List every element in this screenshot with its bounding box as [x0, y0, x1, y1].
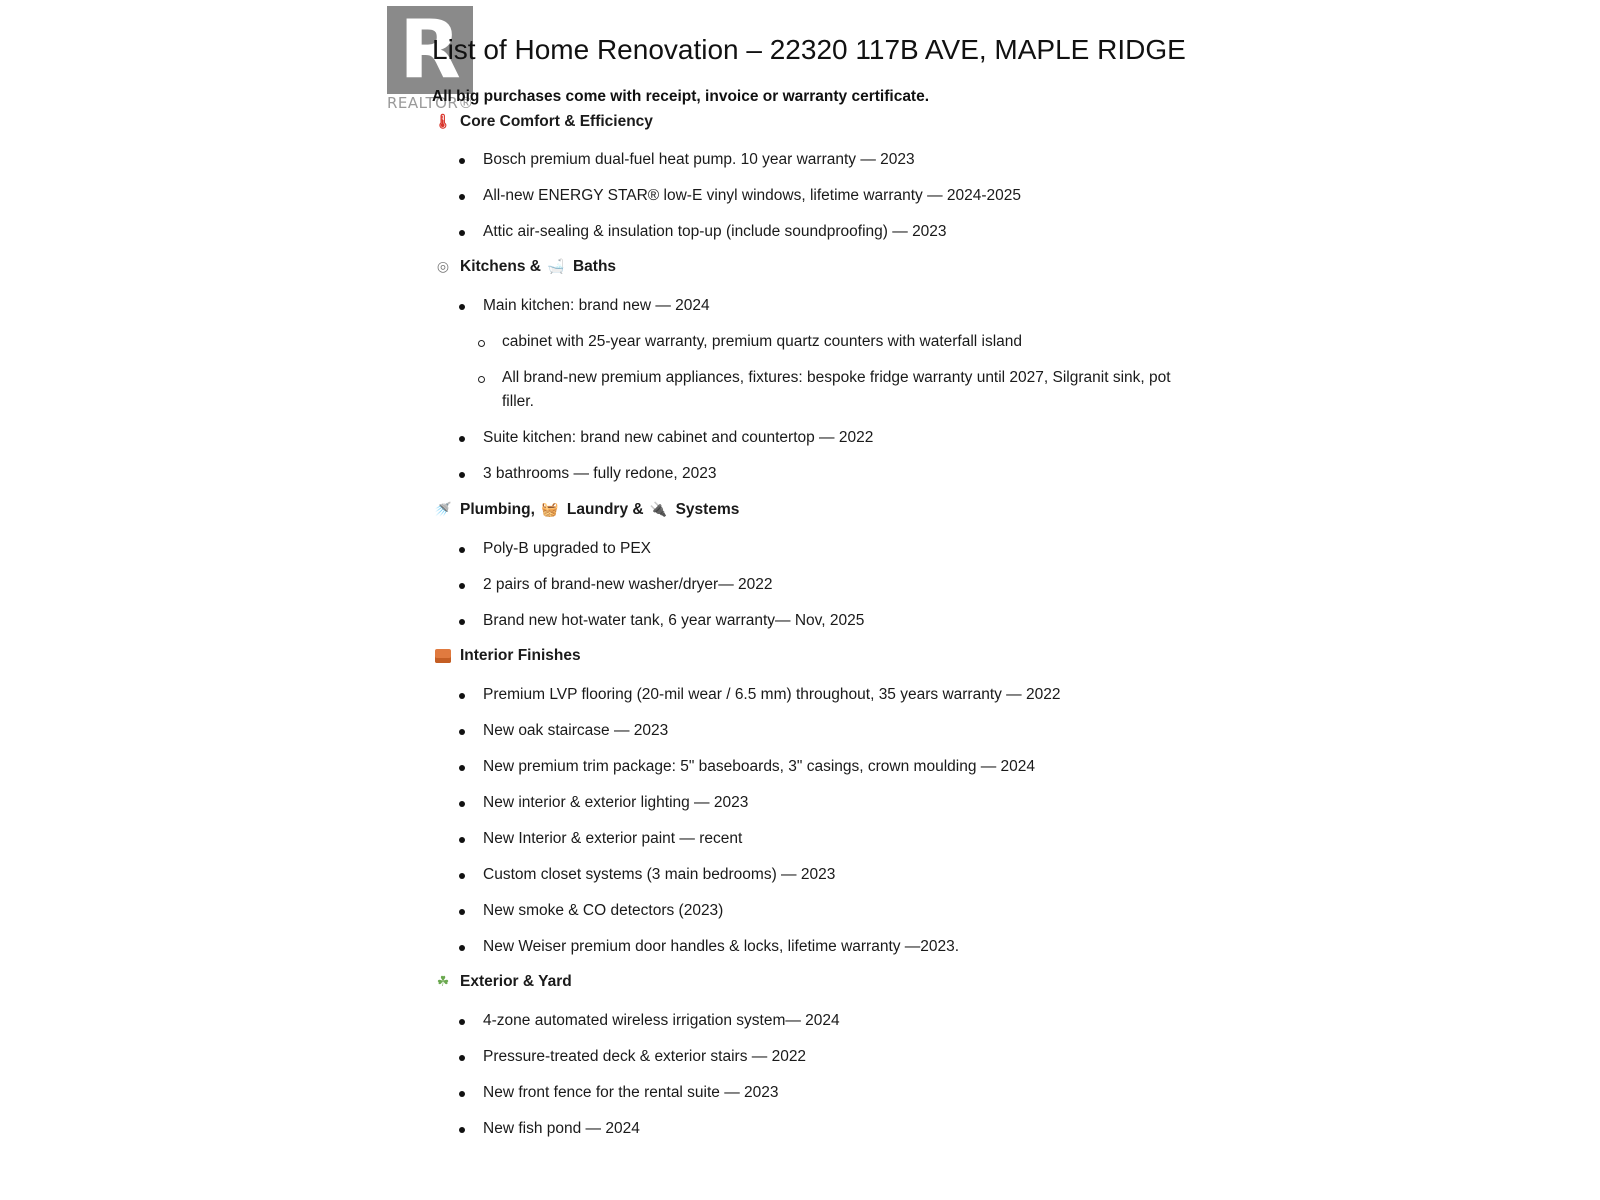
section-heading-kitchens	[434, 258, 616, 276]
sub-list-item: All brand-new premium appliances, fixtures: bespoke fridge warranty until 2027, Silgranit sink, pot filler.	[478, 366, 1178, 414]
section-heading-text: Laundry &	[566, 501, 644, 518]
logo-word: REALTOR®	[387, 94, 474, 112]
section-heading-text: Plumbing,	[460, 501, 535, 518]
logo-letter: R	[399, 3, 461, 96]
section-heading-comfort	[434, 113, 653, 131]
section-heading-exterior	[434, 973, 572, 991]
section-heading-text: Systems	[675, 501, 740, 518]
section-heading-text: Interior Finishes	[460, 647, 581, 664]
basket-icon: 🧺	[541, 502, 559, 518]
section-heading-plumbing	[434, 501, 739, 519]
shower-icon: 🚿	[434, 502, 452, 518]
plug-icon: 🔌	[649, 502, 668, 518]
sub-list-item: cabinet with 25-year warranty, premium quartz counters with waterfall island	[478, 330, 1178, 354]
brick-icon	[434, 648, 452, 664]
section-heading-text: Exterior & Yard	[460, 973, 572, 990]
page-title: List of Home Renovation – 22320 117B AVE, MAPLE RIDGE	[432, 34, 1186, 65]
section-heading-text: Baths	[572, 258, 617, 275]
section-heading-interior	[434, 647, 581, 665]
bathtub-icon: 🛁	[547, 259, 565, 275]
herb-icon: ☘	[436, 974, 450, 990]
plate-icon: ◎	[436, 259, 450, 275]
section-heading-text: Kitchens &	[460, 258, 541, 275]
section-heading-text: Core Comfort & Efficiency	[460, 113, 653, 130]
document-page: R REALTOR® List of Home Renovation – 22320 117B AVE, MAPLE RIDGE All big purchases come with receipt, invoice or warranty certificate. 🌡 Core Comfort & Efficiency Bosch premium dual-fuel heat pump. 10 year warranty — 2023 All-new ENERGY STAR® low-E vinyl windows, lifetime warranty — 2024-2025 Attic air-sealing & insulation top-up (include soundproofing) — 2023 ◎ Kitchens & 🛁 Baths Main kitchen: brand new — 2024 cabinet with 25-year warranty, premium quartz counters with waterfall island All brand-new premium appliances, fixtures: bespoke fridge warranty until 2027, Silgranit sink, pot filler. Suite kitchen: brand new cabinet and countertop — 2022 3 bathrooms — fully redone, 2023 🚿 Plumbing, 🧺 Laundry & 🔌 Systems Poly-B upgraded to PEX 2 pairs of brand-new washer/dryer— 2022 Brand new hot-water tank, 6 year warranty— Nov, 2025 Interior Finishes Premium LVP flooring (20-mil wear / 6.5 mm) throughout, 35 years warranty — 2022 New oak staircase — 2023 New premium trim package: 5" baseboards, 3" casings, crown moulding — 2024 New interior & exterior lighting — 2023 New Interior & exterior paint — recent Custom closet systems (3 main bedrooms) — 2023 New smoke & CO detectors (2023) New Weiser premium door handles & locks, lifetime warranty —2023. ☘ Exterior & Yard 4-zone automated wireless irrigation system— 2024 Pressure-treated deck & exterior stairs — 2022 New front fence for the rental suite — 2023 New fish pond — 2024	[387, 3, 1186, 1137]
purchase-note: All big purchases come with receipt, invoice or warranty certificate.	[432, 88, 930, 105]
thermometer-icon: 🌡	[434, 114, 452, 130]
